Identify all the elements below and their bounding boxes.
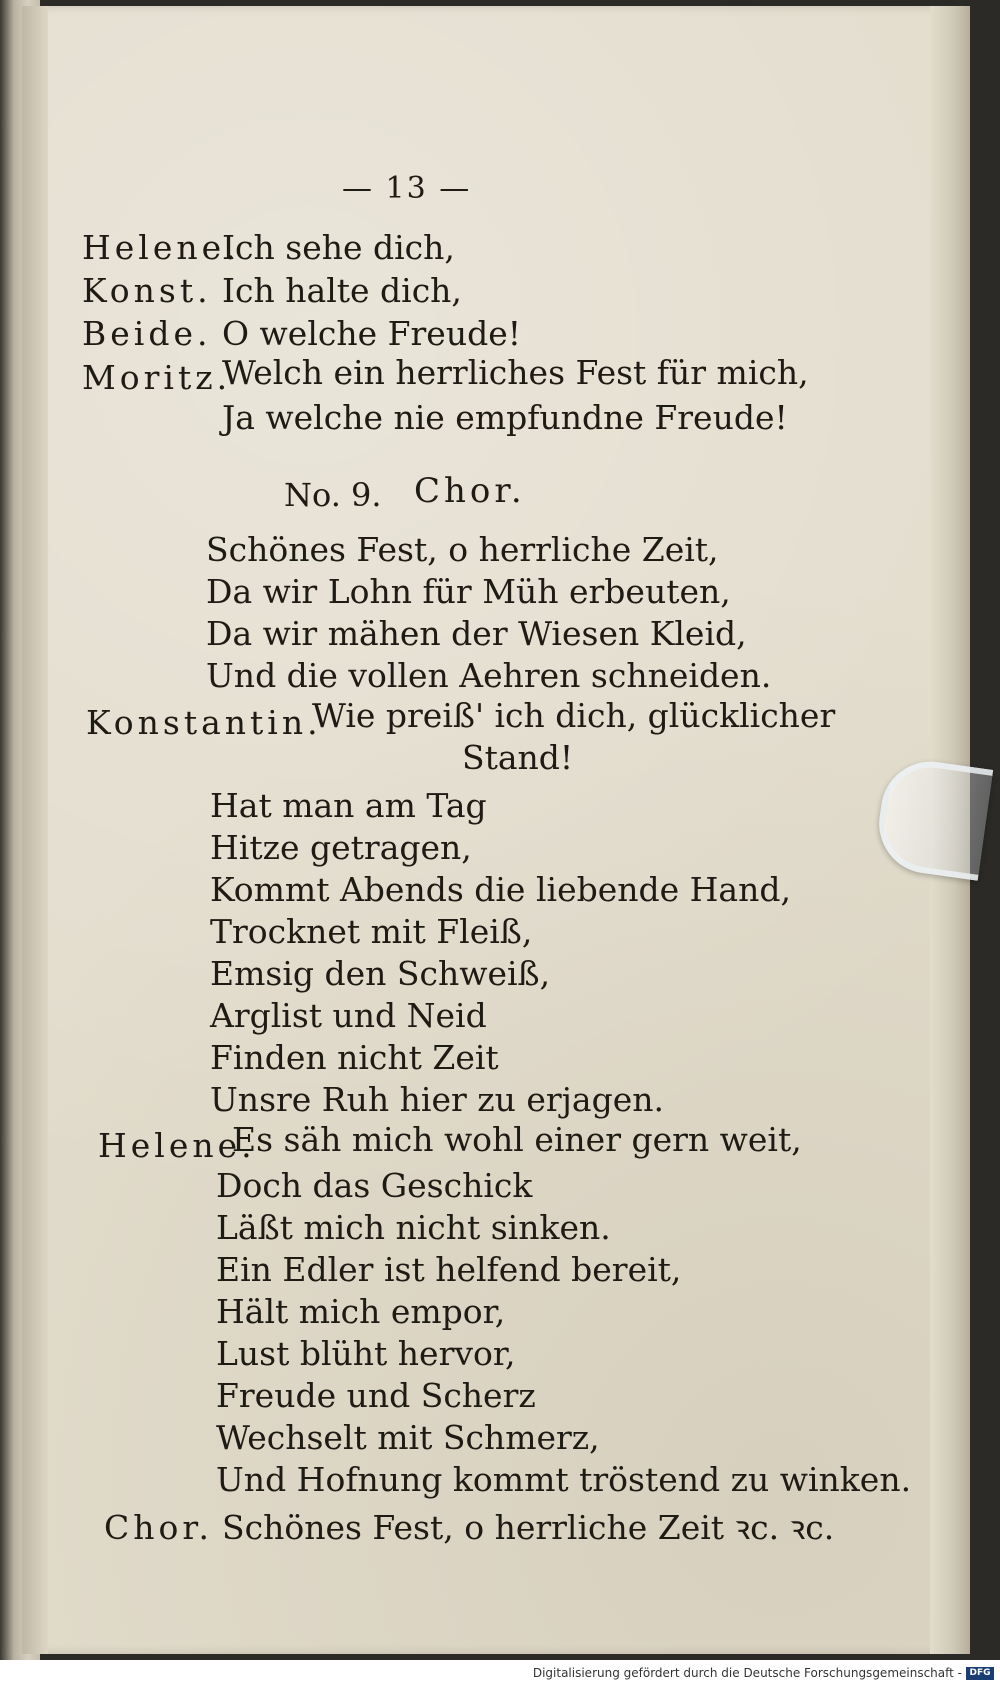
verse-line: Lust blüht hervor, <box>216 1334 516 1373</box>
dialogue-line: Ja welche nie empfundne Freude! <box>222 398 788 437</box>
dialogue-line: O welche Freude! <box>222 314 521 353</box>
verse-line: Wie preiß' ich dich, glücklicher <box>312 696 836 735</box>
speaker-konstantin: Konstantin. <box>86 703 322 742</box>
verse-line: Wechselt mit Schmerz, <box>216 1418 600 1457</box>
verse-line: Trocknet mit Fleiß, <box>210 912 533 951</box>
digitization-footer <box>533 1662 994 1684</box>
verse-line: Schönes Fest, o herrliche Zeit ꝛc. ꝛc. <box>222 1508 835 1547</box>
footer-credit: Digitalisierung gefördert durch die Deutsche Forschungsgemeinschaft - <box>532 1666 962 1680</box>
verse-line: Arglist und Neid <box>210 996 487 1035</box>
speaker-konst: Konst. <box>82 271 212 310</box>
dialogue-line: Ich sehe dich, <box>222 228 455 267</box>
page-gutter <box>22 6 48 1654</box>
page-number: — 13 — <box>342 171 472 206</box>
speaker-beide: Beide. <box>82 314 212 353</box>
verse-line: Emsig den Schweiß, <box>210 954 551 993</box>
verse-line: Und die vollen Aehren schneiden. <box>206 656 772 695</box>
verse-line: Schönes Fest, o herrliche Zeit, <box>206 530 719 569</box>
verse-line: Freude und Scherz <box>216 1376 536 1415</box>
verse-line: Hat man am Tag <box>210 786 487 825</box>
speaker-helene: Helene. <box>82 228 240 267</box>
dialogue-line: Welch ein herrliches Fest für mich, <box>222 353 809 392</box>
section-title: Chor. <box>414 471 526 511</box>
speaker-helene: Helene. <box>98 1126 256 1165</box>
verse-line: Da wir Lohn für Müh erbeuten, <box>206 572 731 611</box>
verse-line: Finden nicht Zeit <box>210 1038 499 1077</box>
verse-line: Es säh mich wohl einer gern weit, <box>232 1120 802 1159</box>
verse-line: Unsre Ruh hier zu erjagen. <box>210 1080 664 1119</box>
verse-line: Doch das Geschick <box>216 1166 533 1205</box>
verse-line: Kommt Abends die liebende Hand, <box>210 870 791 909</box>
verse-line: Stand! <box>462 738 574 777</box>
dfg-logo: DFG <box>966 1667 994 1680</box>
speaker-moritz: Moritz. <box>82 358 232 397</box>
verse-line: Läßt mich nicht sinken. <box>216 1208 611 1247</box>
verse-line: Ein Edler ist helfend bereit, <box>216 1250 682 1289</box>
book-page <box>22 6 970 1654</box>
verse-line: Hitze getragen, <box>210 828 472 867</box>
section-number: No. 9. <box>284 476 382 514</box>
dialogue-line: Ich halte dich, <box>222 271 462 310</box>
verse-line: Da wir mähen der Wiesen Kleid, <box>206 614 747 653</box>
verse-line: Hält mich empor, <box>216 1292 506 1331</box>
verse-line: Und Hofnung kommt tröstend zu winken. <box>216 1460 912 1499</box>
speaker-chor: Chor. <box>104 1508 214 1547</box>
